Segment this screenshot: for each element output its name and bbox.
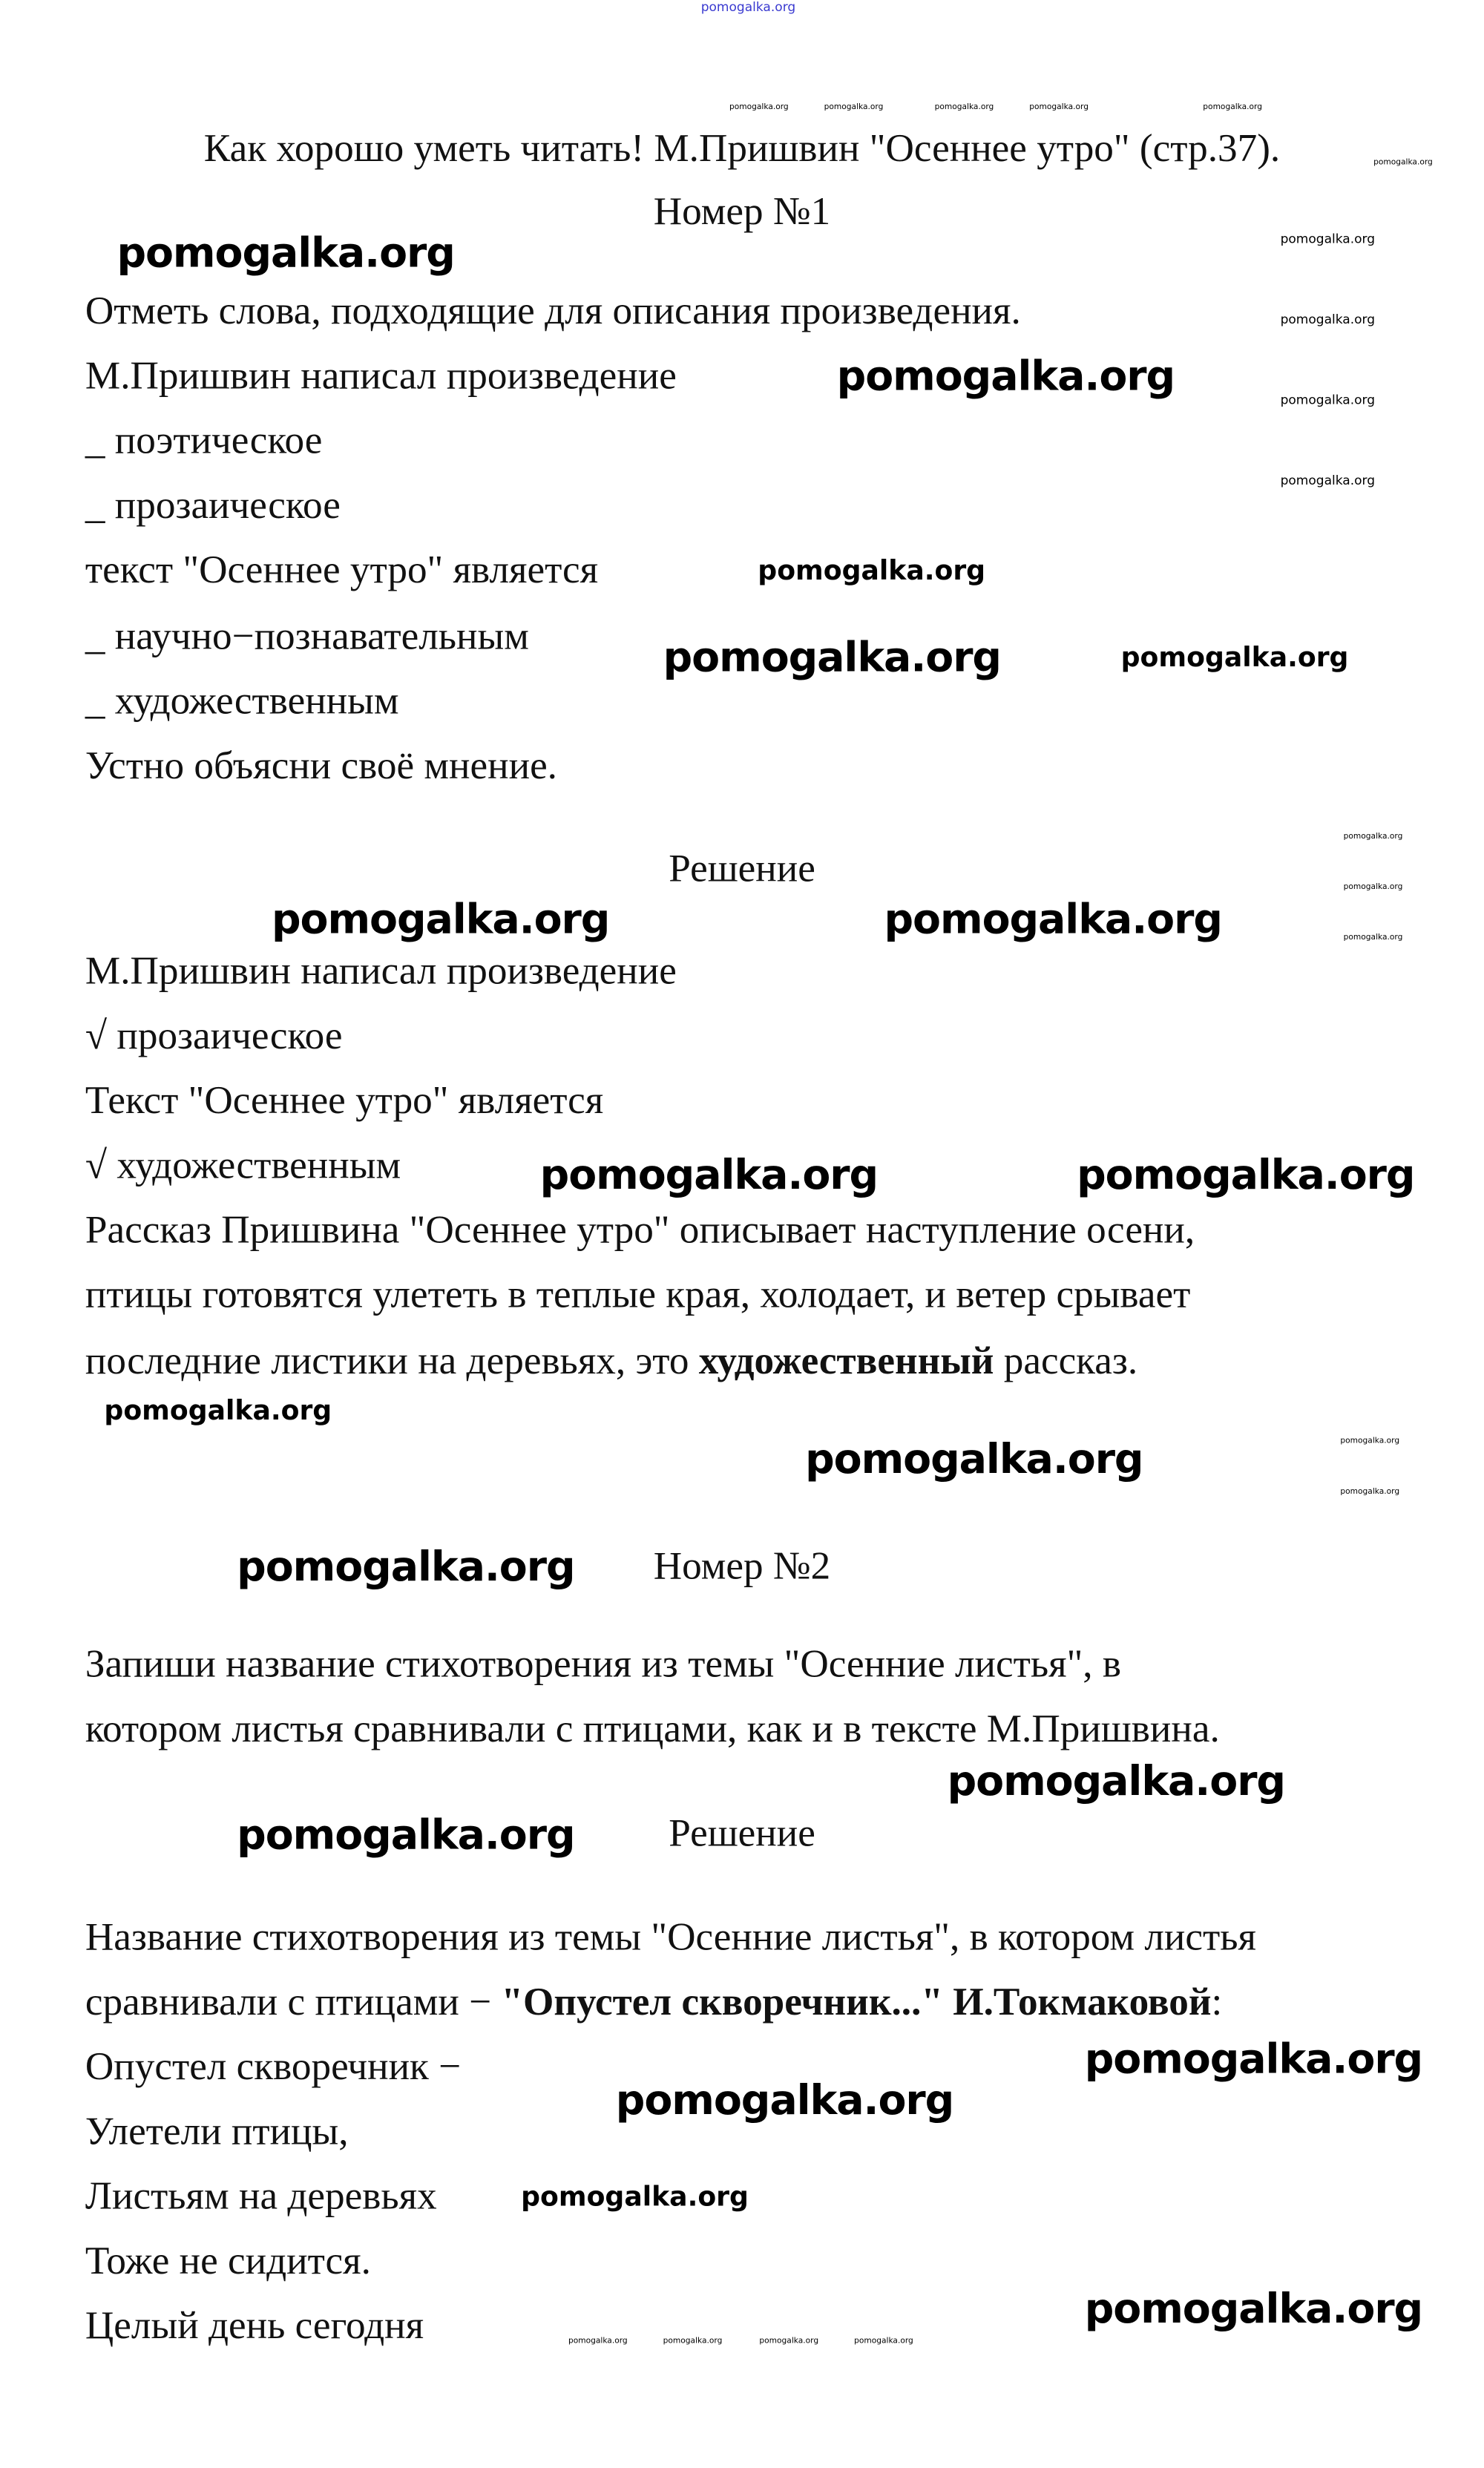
watermark: pomogalka.org bbox=[1280, 393, 1376, 407]
watermark: pomogalka.org bbox=[884, 896, 1222, 945]
task2-solution-heading: Решение bbox=[669, 1812, 815, 1856]
task1-solution-line: птицы готовятся улететь в теплые края, холодает, и ветер срывает bbox=[85, 1274, 1191, 1317]
task2-line: котором листья сравнивали с птицами, как и в тексте М.Пришвина. bbox=[85, 1708, 1220, 1751]
watermark: pomogalka.org bbox=[836, 353, 1175, 401]
task1-solution-line: Рассказ Пришвина "Осеннее утро" описывает наступление осени, bbox=[85, 1209, 1195, 1253]
watermark: pomogalka.org bbox=[934, 102, 994, 113]
watermark: pomogalka.org bbox=[104, 1395, 332, 1428]
watermark: pomogalka.org bbox=[568, 2336, 628, 2346]
task1-line: М.Пришвин написал произведение bbox=[85, 355, 677, 398]
watermark: pomogalka.org bbox=[759, 2336, 819, 2346]
task1-line: _ прозаическое bbox=[85, 485, 341, 528]
watermark: pomogalka.org bbox=[947, 1759, 1285, 1807]
watermark: pomogalka.org bbox=[729, 102, 789, 113]
task1-solution-line: √ прозаическое bbox=[85, 1015, 343, 1058]
watermark: pomogalka.org bbox=[1280, 312, 1376, 327]
watermark: pomogalka.org bbox=[663, 2336, 723, 2346]
bold-text: художественный bbox=[698, 1340, 994, 1383]
watermark: pomogalka.org bbox=[237, 1812, 575, 1860]
task1-line: Устно объясни своё мнение. bbox=[85, 745, 557, 788]
watermark: pomogalka.org bbox=[1077, 1152, 1415, 1201]
watermark: pomogalka.org bbox=[1029, 102, 1089, 113]
watermark: pomogalka.org bbox=[1084, 2285, 1423, 2334]
watermark: pomogalka.org bbox=[237, 1543, 575, 1592]
text: последние листики на деревьях, это bbox=[85, 1340, 699, 1383]
watermark: pomogalka.org bbox=[854, 2336, 913, 2346]
task1-solution-line: М.Пришвин написал произведение bbox=[85, 950, 677, 994]
task1-solution-heading: Решение bbox=[669, 847, 815, 891]
watermark: pomogalka.org bbox=[615, 2078, 954, 2125]
task1-solution-line: Текст "Осеннее утро" является bbox=[85, 1080, 604, 1123]
task1-line: текст "Осеннее утро" является bbox=[85, 549, 599, 592]
bold-text: "Опустел скворечник..." И.Токмаковой bbox=[501, 1981, 1212, 2024]
watermark: pomogalka.org bbox=[1084, 2036, 1423, 2084]
watermark: pomogalka.org bbox=[1203, 102, 1262, 113]
task1-line: _ научно−познавательным bbox=[85, 615, 529, 659]
task1-heading: Номер №1 bbox=[653, 191, 831, 234]
watermark: pomogalka.org bbox=[700, 0, 796, 15]
watermark: pomogalka.org bbox=[663, 634, 1001, 683]
watermark: pomogalka.org bbox=[1373, 157, 1433, 168]
task2-line: Запиши название стихотворения из темы "Осенние листья", в bbox=[85, 1643, 1121, 1687]
text: сравнивали с птицами − bbox=[85, 1981, 502, 2024]
task1-line: _ художественным bbox=[85, 680, 399, 723]
watermark: pomogalka.org bbox=[1343, 933, 1403, 943]
poem-line: Листьям на деревьях bbox=[85, 2175, 437, 2219]
watermark: pomogalka.org bbox=[539, 1152, 879, 1201]
task1-line: _ поэтическое bbox=[85, 419, 323, 463]
watermark: pomogalka.org bbox=[1280, 473, 1376, 488]
text: рассказ. bbox=[994, 1340, 1138, 1383]
poem-line: Целый день сегодня bbox=[85, 2305, 424, 2348]
watermark: pomogalka.org bbox=[805, 1437, 1143, 1485]
watermark: pomogalka.org bbox=[521, 2182, 749, 2214]
watermark: pomogalka.org bbox=[1340, 1487, 1400, 1497]
page-title: Как хорошо уметь читать! М.Пришвин "Осеннее утро" (стр.37). bbox=[203, 128, 1281, 171]
watermark: pomogalka.org bbox=[1343, 832, 1403, 842]
task2-heading: Номер №2 bbox=[653, 1546, 831, 1589]
task1-solution-last-line bbox=[85, 1337, 1137, 1388]
poem-line: Опустел скворечник − bbox=[85, 2046, 462, 2089]
task1-line: Отметь слова, подходящие для описания произведения. bbox=[85, 290, 1021, 333]
watermark: pomogalka.org bbox=[271, 896, 610, 945]
watermark: pomogalka.org bbox=[1120, 642, 1349, 675]
task1-solution-line: √ художественным bbox=[85, 1144, 401, 1188]
poem-line: Тоже не сидится. bbox=[85, 2240, 371, 2283]
watermark: pomogalka.org bbox=[1343, 882, 1403, 893]
watermark: pomogalka.org bbox=[1280, 232, 1376, 246]
text: : bbox=[1211, 1981, 1223, 2024]
watermark: pomogalka.org bbox=[824, 102, 884, 113]
watermark: pomogalka.org bbox=[1340, 1437, 1400, 1446]
watermark: pomogalka.org bbox=[116, 230, 455, 278]
watermark: pomogalka.org bbox=[758, 555, 986, 588]
task2-solution-line: Название стихотворения из темы "Осенние листья", в котором листья bbox=[85, 1917, 1256, 1960]
poem-line: Улетели птицы, bbox=[85, 2110, 349, 2154]
task2-solution-line bbox=[85, 1978, 1222, 2029]
